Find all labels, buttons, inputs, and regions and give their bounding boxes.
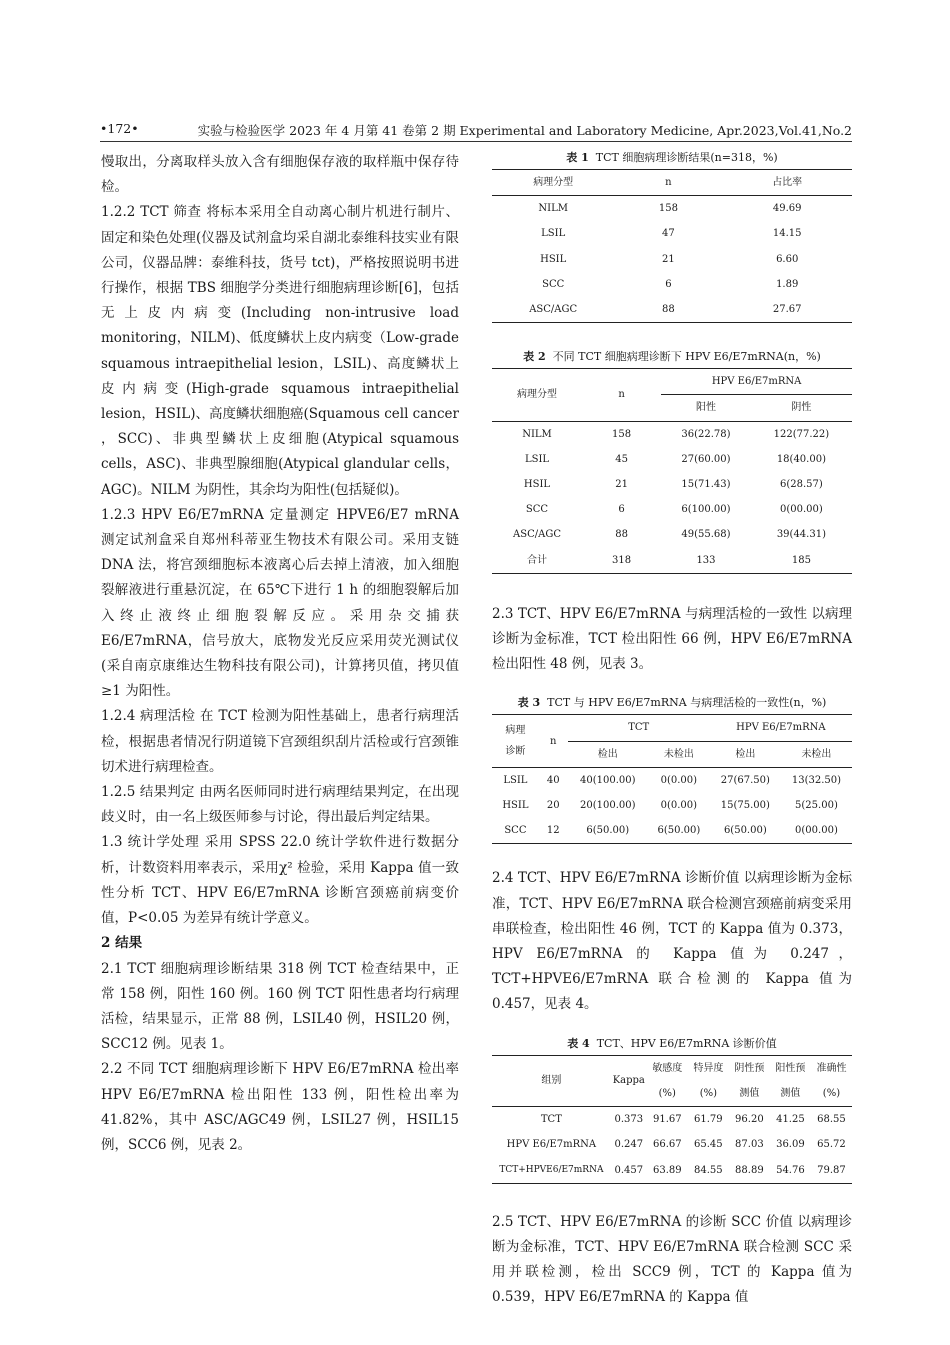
table-header-row: 病理分型 n HPV E6/E7mRNA [492, 369, 852, 395]
table-row: NILM 158 49.69 [538, 203, 802, 215]
table-row: SCC 6 1.89 [542, 278, 799, 290]
table-row: 合计 318 133 185 [492, 548, 852, 574]
table-row: TCT+HPVE6/E7mRNA 0.457 63.89 84.55 88.89 54.76 79.87 [492, 1158, 852, 1184]
table-2 [492, 349, 852, 574]
table-header-row: 病理 诊断 n TCT HPV E6/E7mRNA [492, 715, 852, 741]
table-header-row: (%) (%) 测值 测值 (%) [492, 1081, 852, 1107]
paragraph: 2.1 TCT 细胞病理诊断结果 318 例 TCT 检查结果中，正常 158 例，阳性 160 例。160 例 TCT 阳性患者均行病理活检，结果显示，正常 88 例，LSIL40 例，HSIL20 例，SCC12 例。见表 1。 [101, 960, 459, 1053]
journal-running-title: 实验与检验医学 2023 年 4 月第 41 卷第 2 期 Experimental and Laboratory Medicine, Apr.2023,Vol.41,No.2 [197, 123, 852, 138]
table-4 [492, 1036, 852, 1184]
table-row: SCC 12 6(50.00) 6(50.00) 6(50.00) 0(00.00) [492, 818, 852, 844]
table-row: HSIL 20 20(100.00) 0(0.00) 15(75.00) 5(25.00) [502, 800, 838, 812]
table-3 [492, 695, 852, 844]
paragraph: 1.2.3 HPV E6/E7mRNA 定量测定 HPVE6/E7 mRNA 测定试剂盒采自郑州科蒂亚生物技术有限公司。采用支链 DNA 法，将宫颈细胞标本液离心后去掉上清液，加入细胞裂解液进行重悬沉淀，在 65℃下进行 1 h 的细胞裂解后加入终止液终止细胞裂解反应。采用杂交捕获 E6/E7mRNA，信号放大，底物发光反应采用荧光测试仪(采自南京康维达生物科技有限公司)，计算拷贝值，拷贝值≥1 为阳性。 [101, 506, 459, 700]
paragraph: 2.5 TCT、HPV E6/E7mRNA 的诊断 SCC 价值 以病理诊断为金标准，TCT、HPV E6/E7mRNA 联合检测 SCC 采用并联检测，检出 SCC9 例，TCT 的 Kappa 值为 0.539，HPV E6/E7mRNA 的 Kappa 值 [492, 1213, 852, 1306]
table-header-row: 检出 未检出 检出 未检出 [492, 741, 852, 767]
table-row: SCC 6 6(100.00) 0(00.00) [525, 504, 823, 516]
paragraph: 1.3 统计学处理 采用 SPSS 22.0 统计学软件进行数据分析，计数资料用率表示，采用χ² 检验，采用 Kappa 值一致性分析 TCT、HPV E6/E7mRNA 诊断宫颈癌前病变价值，P<0.05 为差异有统计学意义。 [101, 834, 459, 927]
right-column [492, 150, 852, 1311]
header-rule [100, 141, 852, 142]
table-caption: 表 4 TCT、HPV E6/E7mRNA 诊断价值 [567, 1036, 777, 1050]
table-2-grid [492, 368, 852, 574]
table-caption: 表 3 TCT 与 HPV E6/E7mRNA 与病理活检的一致性(n，%) [517, 696, 827, 710]
table-row: HPV E6/E7mRNA 0.247 66.67 65.45 87.03 36.09 65.72 [506, 1139, 846, 1151]
table-4-grid [492, 1055, 852, 1184]
page-header [100, 119, 852, 139]
table-row: TCT 0.373 91.67 61.79 96.20 41.25 68.55 [540, 1114, 846, 1126]
table-row: LSIL 40 40(100.00) 0(0.00) 27(67.50) 13(32.50) [503, 774, 842, 786]
table-row: LSIL 47 14.15 [541, 228, 802, 240]
paragraph: 2.3 TCT、HPV E6/E7mRNA 与病理活检的一致性 以病理诊断为金标准，TCT 检出阳性 66 例，HPV E6/E7mRNA 检出阳性 48 例，见表 3。 [492, 605, 852, 673]
paragraph: 慢取出，分离取样头放入含有细胞保存液的取样瓶中保存待检。 [101, 154, 459, 196]
table-header-row: 阳性 阴性 [492, 395, 852, 421]
table-1-grid [492, 169, 852, 323]
table-header-row: 病理分型 n 占比率 [492, 170, 852, 196]
table-row: ASC/AGC 88 49(55.68) 39(44.31) [513, 529, 826, 541]
paragraph: 1.2.4 病理活检 在 TCT 检测为阳性基础上，患者行病理活检，根据患者情况行阴道镜下宫颈组织刮片活检或行宫颈锥切术进行病理检查。 [101, 708, 459, 775]
table-header-row: 组别 Kappa 敏感度 特异度 阴性预 阳性预 准确性 [492, 1055, 852, 1081]
paragraph: 2.4 TCT、HPV E6/E7mRNA 诊断价值 以病理诊断为金标准，TCT、HPV E6/E7mRNA 联合检测宫颈癌前病变采用串联检查，检出阳性 46 例，TCT 的 Kappa 值为 0.373，HPV E6/E7mRNA 的 Kappa 值为 0.247，TCT+HPVE6/E7mRNA 联合检测的 Kappa 值为 0.457，见表 4。 [492, 870, 852, 1013]
table-row: NILM 158 36(22.78) 122(77.22) [522, 428, 830, 440]
section-heading: 2 结果 [101, 935, 143, 952]
table-1 [492, 150, 852, 323]
table-row: HSIL 21 6.60 [540, 253, 799, 265]
paragraph: 1.2.5 结果判定 由两名医师同时进行病理结果判定，在出现歧义时，由一名上级医师参与讨论，得出最后判定结果。 [101, 784, 459, 826]
table-3-grid [492, 714, 852, 844]
page-number: •172• [100, 121, 139, 136]
paragraph: 2.2 不同 TCT 细胞病理诊断下 HPV E6/E7mRNA 检出率 HPV E6/E7mRNA 检出阳性 133 例，阳性检出率为 41.82%，其中 ASC/AGC49 例，LSIL27 例，HSIL15 例，SCC6 例，见表 2。 [101, 1061, 459, 1153]
table-row: LSIL 45 27(60.00) 18(40.00) [524, 453, 826, 465]
table-row: ASC/AGC 88 27.67 [492, 297, 852, 323]
paragraph: 1.2.2 TCT 筛查 将标本采用全自动离心制片机进行制片、固定和染色处理(仪器及试剂盒均采自湖北泰维科技实业有限公司，仪器品牌：泰维科技，货号 tct)，严格按照说明书进行操作，根据 TBS 细胞学分类进行细胞病理诊断[6]，包括无上皮内病变(Including non-intrusive load monitoring，NILM)、低度鳞状上皮内病变（Low-grade squamous intraepithelial lesion，LSIL)、高度鳞状上皮内病变(High-grade squamous intraepithelial lesion，HSIL)、高度鳞状细胞癌(Squamous cell cancer ，SCC)、非典型鳞状上皮细胞(Atypical squamous cells，ASC)、非典型腺细胞(Atypical glandular cells，AGC)。NILM 为阴性，其余均为阳性(包括疑似)。 [101, 204, 459, 498]
left-column [101, 150, 459, 1158]
table-row: HSIL 21 15(71.43) 6(28.57) [523, 479, 823, 491]
table-caption: 表 2 不同 TCT 细胞病理诊断下 HPV E6/E7mRNA(n，%) [523, 350, 821, 364]
table-caption: 表 1 TCT 细胞病理诊断结果(n=318，%) [566, 151, 778, 164]
